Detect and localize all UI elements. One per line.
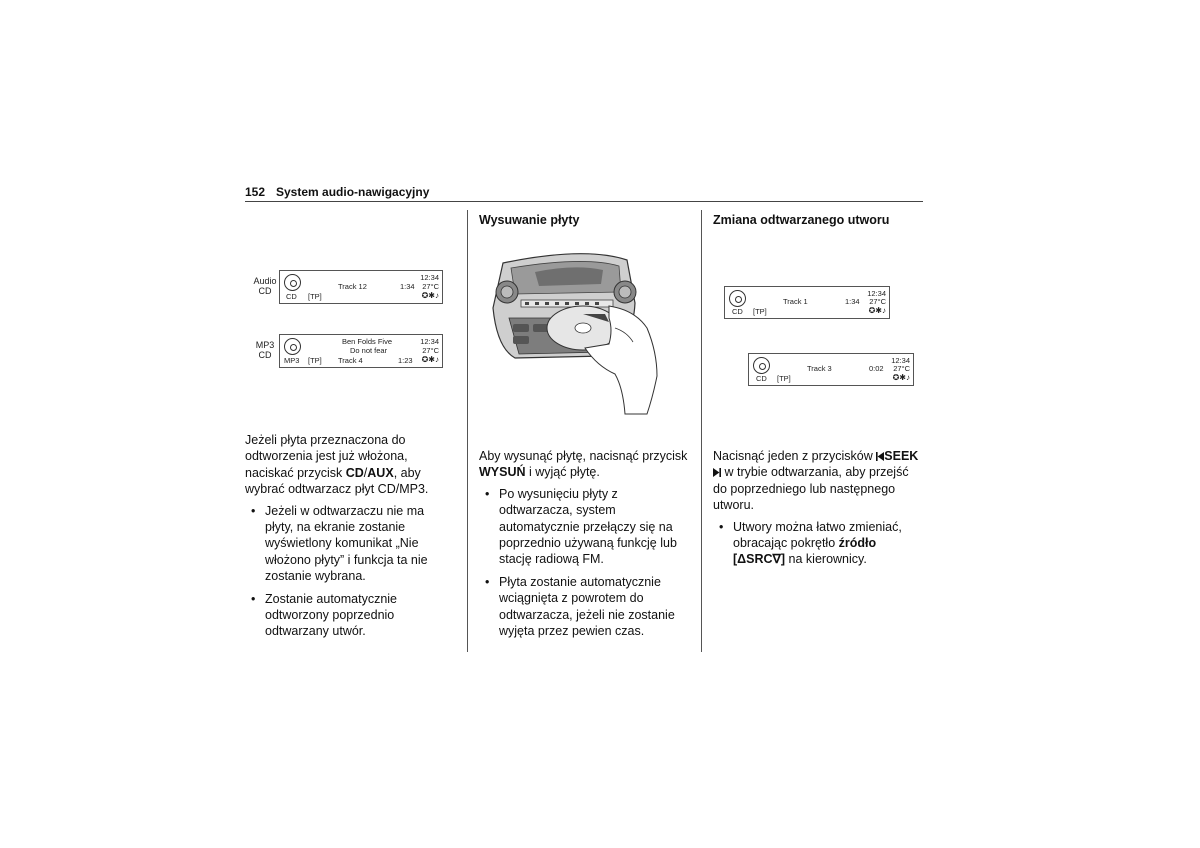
cd-button-ref: CD xyxy=(345,465,364,480)
cd-eject-illustration xyxy=(485,248,690,418)
lcd-mode: CD xyxy=(756,374,767,383)
list-item: • Płyta zostanie automatycznie wciągnięta z powrotem do odtwarzacza, jeżeli nie zostanie wyjęta przez pewien czas. xyxy=(479,574,689,640)
lcd-screen xyxy=(279,270,443,304)
lcd-song: Do not fear xyxy=(350,346,388,355)
list-item: • Jeżeli w odtwarzaczu nie ma płyty, na ekranie zostanie wyświetlony komunikat „Nie włożono płyty” i funkcja ta nie zostanie wybrana. xyxy=(245,503,450,585)
lcd-clock: 12:34 xyxy=(420,337,439,346)
col3-intro xyxy=(713,448,925,514)
intro-text: Jeżeli płyta przeznaczona do odtworzenia jest już włożona, naciskać przycisk xyxy=(245,433,408,480)
lcd-track: Track 12 xyxy=(338,282,367,291)
lcd-track: Track 3 xyxy=(807,364,832,373)
lcd-clock: 12:34 xyxy=(867,289,886,298)
source-knob-ref: źródło xyxy=(838,536,877,551)
col3-bullets xyxy=(713,519,925,568)
lcd-clock: 12:34 xyxy=(891,356,910,365)
eject-button-ref: WYSUŃ xyxy=(479,465,526,480)
col2-intro xyxy=(479,448,689,481)
source-label-line2: CD xyxy=(258,286,272,296)
disc-icon xyxy=(729,290,746,307)
intro-separator: / xyxy=(363,465,368,480)
bullet-text: na kierownicy. xyxy=(785,552,867,567)
audio-cd-display-figure xyxy=(245,262,455,308)
lcd-temp: 27°C xyxy=(422,282,439,291)
lcd-time: 1:34 xyxy=(400,282,415,291)
lcd-time: 0:02 xyxy=(869,364,884,373)
lcd-tp: [TP] xyxy=(308,356,322,365)
column-divider-2 xyxy=(701,210,702,652)
lcd-status-icons: ✪✱♪ xyxy=(892,373,910,382)
col1-intro xyxy=(245,432,450,498)
source-label xyxy=(249,276,281,296)
disc-icon xyxy=(284,274,301,291)
page-number: 152 xyxy=(245,185,266,199)
heading-change-track: Zmiana odtwarzanego utworu xyxy=(713,213,890,227)
lcd-tp: [TP] xyxy=(308,292,322,301)
lcd-temp: 27°C xyxy=(869,297,886,306)
intro-text: Nacisnąć jeden z przycisków xyxy=(713,449,877,463)
source-label-line1: MP3 xyxy=(255,340,275,350)
seek-label: SEEK xyxy=(884,449,919,463)
lcd-status-icons: ✪✱♪ xyxy=(868,306,886,315)
list-item: • Zostanie automatycznie odtworzony poprzednio odtwarzany utwór. xyxy=(245,591,450,640)
source-label-line2: CD xyxy=(258,350,272,360)
radio-with-disc-image xyxy=(485,248,690,418)
lcd-mode: MP3 xyxy=(284,356,300,365)
section-title: System audio-nawigacyjny xyxy=(276,185,430,199)
heading-eject: Wysuwanie płyty xyxy=(479,213,580,227)
lcd-time: 1:34 xyxy=(845,297,860,306)
col1-text xyxy=(245,432,450,646)
lcd-screen-track3 xyxy=(748,353,914,386)
lcd-screen-track1 xyxy=(724,286,890,319)
seek-back-icon xyxy=(876,449,884,458)
list-item: • Po wysunięciu płyty z odtwarzacza, system automatycznie przełączy się na poprzednio używaną funkcję lub stację radiową FM. xyxy=(479,486,689,568)
seek-forward-icon xyxy=(713,465,721,474)
source-label xyxy=(249,340,281,360)
lcd-mode: CD xyxy=(286,292,297,301)
disc-icon xyxy=(753,357,770,374)
intro-text: Aby wysunąć płytę, nacisnąć przycisk xyxy=(479,449,688,463)
column-divider-1 xyxy=(467,210,468,652)
lcd-track: Track 4 xyxy=(338,356,363,365)
lcd-tp: [TP] xyxy=(753,307,767,316)
mp3-cd-display-figure xyxy=(245,326,455,372)
src-control-ref: [ΔSRC∇] xyxy=(733,552,786,567)
col1-bullets xyxy=(245,503,450,640)
aux-button-ref: AUX xyxy=(367,465,394,480)
header-rule xyxy=(245,201,923,202)
list-item xyxy=(713,519,925,568)
lcd-status-icons: ✪✱♪ xyxy=(421,291,439,300)
source-label-line1: Audio xyxy=(253,276,277,286)
lcd-track: Track 1 xyxy=(783,297,808,306)
lcd-artist: Ben Folds Five xyxy=(342,337,393,346)
intro-text: w trybie odtwarzania, aby przejść do poprzedniego lub następnego utworu. xyxy=(713,465,909,513)
lcd-time: 1:23 xyxy=(398,356,413,365)
lcd-temp: 27°C xyxy=(893,364,910,373)
intro-text: i wyjąć płytę. xyxy=(525,465,600,480)
lcd-status-icons: ✪✱♪ xyxy=(421,355,439,364)
lcd-mode: CD xyxy=(732,307,743,316)
lcd-temp: 27°C xyxy=(422,346,439,355)
lcd-clock: 12:34 xyxy=(420,273,439,282)
bullet-text: Utwory można łatwo zmieniać, obracając pokrętło xyxy=(733,519,902,551)
col2-bullets xyxy=(479,486,689,640)
intro-text: , aby wybrać odtwarzacz płyt CD/MP3. xyxy=(245,465,429,497)
disc-icon xyxy=(284,338,301,355)
col2-text xyxy=(479,448,689,645)
lcd-screen xyxy=(279,334,443,368)
col3-text xyxy=(713,448,925,574)
lcd-tp: [TP] xyxy=(777,374,791,383)
